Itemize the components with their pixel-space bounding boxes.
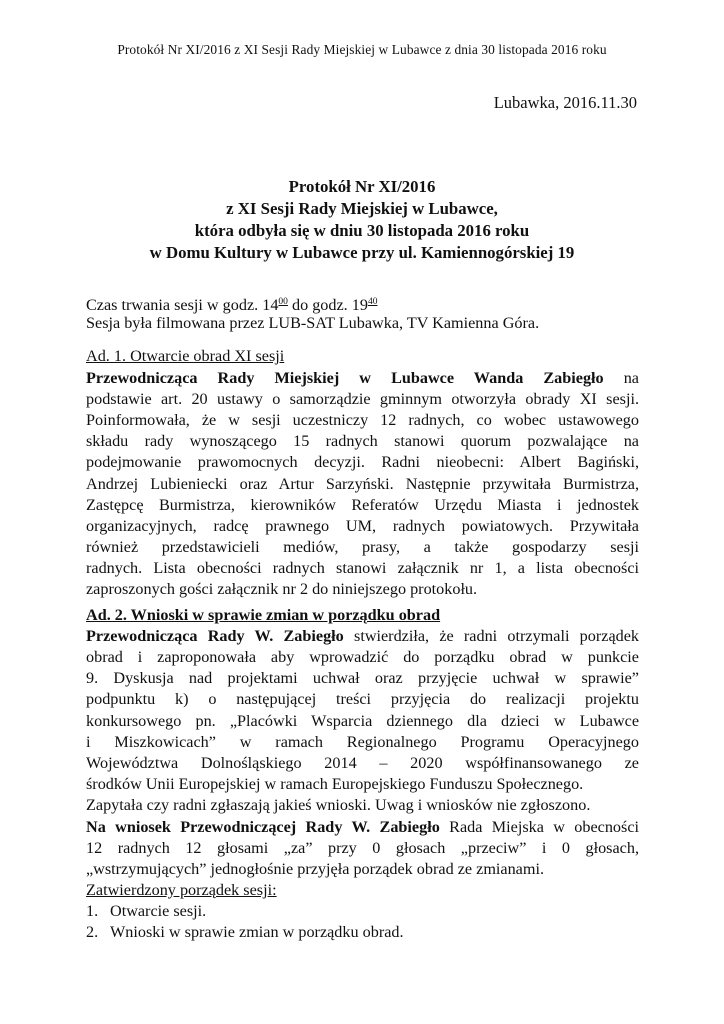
running-header: Protokół Nr XI/2016 z XI Sesji Rady Miejskiej w Lubawce z dnia 30 listopada 2016 roku <box>117 42 607 57</box>
agenda-item: 2. Wnioski w sprawie zmian w porządku obrad. <box>86 923 404 942</box>
title-line: w Domu Kultury w Lubawce przy ul. Kamiennogórskiej 19 <box>149 243 575 262</box>
paragraph-line: podstawie art. 20 ustawy o samorządzie gminnym otworzyła obrady XI sesji. <box>86 389 639 408</box>
paragraph-line: Przewodnicząca Rady W. Zabiegło stwierdziła, że radni otrzymali porządek <box>86 626 639 645</box>
paragraph-line: 12 radnych 12 głosami „za” przy 0 głosach „przeciw” i 0 głosach, <box>86 838 639 857</box>
paragraph-line: zaproszonych gości załącznik nr 2 do niniejszego protokołu. <box>86 580 478 599</box>
title-line: z XI Sesji Rady Miejskiej w Lubawce, <box>226 199 498 218</box>
paragraph-line: Na wniosek Przewodniczącej Rady W. Zabiegło Rada Miejska w obecności <box>86 817 639 836</box>
paragraph-line: również przedstawicieli mediów, prasy, a także gospodarzy sesji <box>86 538 639 557</box>
paragraph-line: i Miszkowicach” w ramach Regionalnego Programu Operacyjnego <box>86 732 639 751</box>
paragraph-line: Przewodnicząca Rady Miejskiej w Lubawce Wanda Zabiegło na <box>86 368 639 387</box>
paragraph-line: konkursowego pn. „Placówki Wsparcia dziennego dla dzieci w Lubawce <box>86 711 639 730</box>
paragraph-line: radnych. Lista obecności radnych stanowi załącznik nr 1, a lista obecności <box>86 559 639 578</box>
place-date: Lubawka, 2016.11.30 <box>493 93 637 112</box>
paragraph-line: Zastępcę Burmistrza, kierowników Referatów Urzędu Miasta i jednostek <box>86 495 639 514</box>
session-filmed: Sesja była filmowana przez LUB-SAT Lubawka, TV Kamienna Góra. <box>86 314 540 333</box>
paragraph-line: podpunktu k) o następującej treści przyjęcia do realizacji projektu <box>86 690 639 709</box>
section-heading: Ad. 2. Wnioski w sprawie zmian w porządku obrad <box>86 605 441 624</box>
session-time: Czas trwania sesji w godz. $14^{00}$ do godz. $19^{40}$ <box>86 296 378 314</box>
paragraph-line: organizacyjnych, radcę prawnego UM, radnych powiatowych. Przywitała <box>86 516 639 535</box>
paragraph-line: podejmowanie prawomocnych decyzji. Radni nieobecni: Albert Bagiński, <box>86 453 639 472</box>
paragraph-line: obrad i zaproponowała aby wprowadzić do porządku obrad w punkcie <box>86 648 639 666</box>
paragraph-line: Województwa Dolnośląskiego 2014 – 2020 współfinansowanego ze <box>86 753 639 772</box>
document-title <box>0 176 724 264</box>
paragraph-line: składu rady wynoszącego 15 radnych stanowi quorum pozwalające na <box>86 432 639 451</box>
agenda-item: 1. Otwarcie sesji. <box>86 902 207 921</box>
paragraph-line: 9. Dyskusja nad projektami uchwał oraz przyjęcie uchwał w sprawie” <box>86 669 639 688</box>
title-line: Protokół Nr XI/2016 <box>288 177 436 196</box>
paragraph-line: Poinformowała, że w sesji uczestniczy 12 radnych, co wobec ustawowego <box>86 410 639 429</box>
agenda-heading: Zatwierdzony porządek sesji: <box>86 881 277 900</box>
paragraph-line: „wstrzymujących” jednogłośnie przyjęła porządek obrad ze zmianami. <box>86 859 545 878</box>
document-body <box>86 292 639 944</box>
section-heading: Ad. 1. Otwarcie obrad XI sesji <box>86 347 285 366</box>
paragraph-line: środków Unii Europejskiej w ramach Europejskiego Funduszu Społecznego. <box>86 775 584 794</box>
title-line: która odbyła się w dniu 30 listopada 2016 roku <box>194 221 530 240</box>
paragraph-line: Zapytała czy radni zgłaszają jakieś wnioski. Uwag i wniosków nie zgłoszono. <box>86 796 591 815</box>
paragraph-line: Andrzej Lubieniecki oraz Artur Sarzyński. Następnie przywitała Burmistrza, <box>86 474 639 493</box>
